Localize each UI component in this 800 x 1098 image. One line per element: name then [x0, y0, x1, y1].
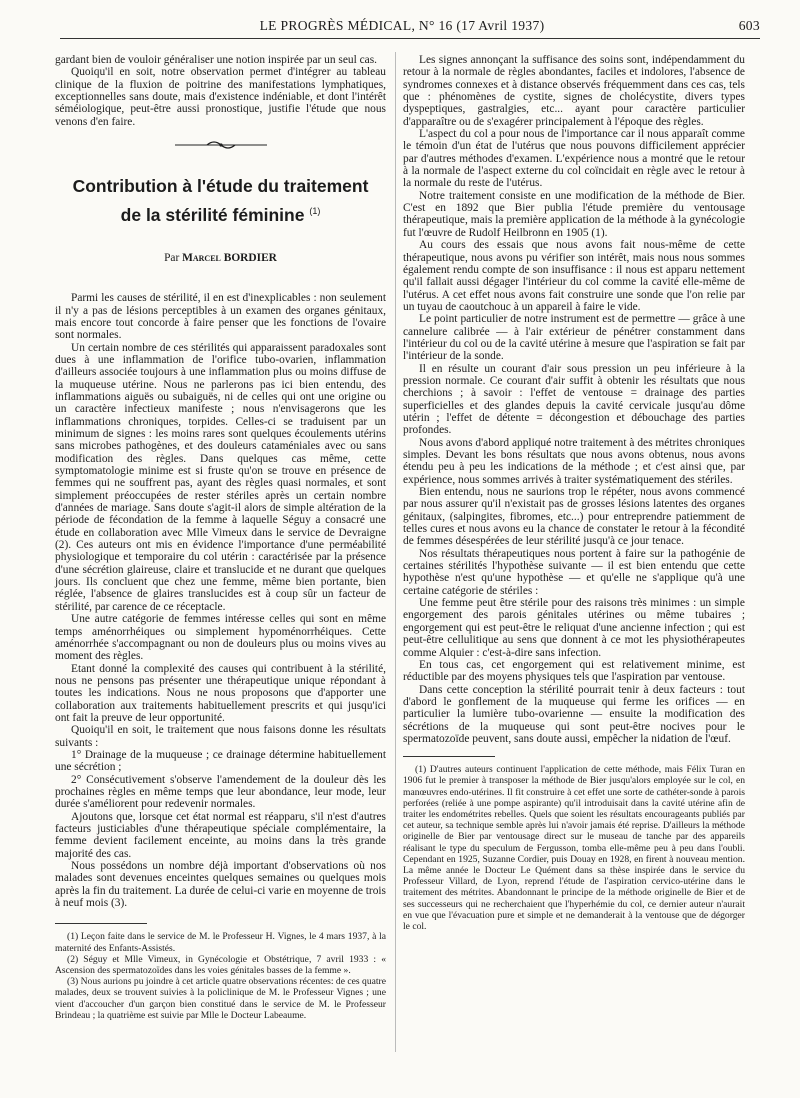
paragraph: Une autre catégorie de femmes intéresse celles qui sont en même temps aménorrhéiques ou simplement hypoménorrhéiques. Cette aménorrhée s'accompagnant ou non de douleurs plus ou moins vives au moment des règles. [55, 613, 386, 663]
footnote: (1) Leçon faite dans le service de M. le Professeur H. Vignes, le 4 mars 1937, à la maternité des Enfants-Assistés. [55, 931, 386, 954]
header-rule [60, 38, 760, 39]
footnote: (1) D'autres auteurs continuent l'application de cette méthode, mais Félix Turan en 1906 fut le premier à transposer la méthode de Bier jusqu'alors employée sur le col, en manœuvres endo-utérines. Il fit construire à cet effet une sorte de cathéter-sonde à parois perforées (reliée à une pompe aspirante) qu'il introduisait dans la cavité utérine afin de traiter les endométrites rebelles. Quels que soient les résultats encourageants publiés par cet auteur, sa technique semble après lui n'avoir jamais été reprise. D'ailleurs la méthode originelle de Bier par ventousage direct sur le museau de tanche par des appareils réalisant le type du speculum de Fergusson, tomba elle-même peu à peu dans l'oubli. Cependant en 1925, Suzanne Cordier, puis Douay en 1928, en firent à nouveau mention. La même année le Docteur Le Quément dans sa thèse inspirée dans le service du Professeur Villard, de Lyon, reprend l'étude de l'aspiration cervico-utérine dans le traitement des métrites. Abandonnant le principe de la méthode originelle de Bier et de ses successeurs qui ne recherchaient que l'hyperhémie du col, ce dernier auteur n'aurait en vue que l'évacuation pure et simple et ne demanderait à la ventouse que de dégorger le col. [403, 764, 745, 933]
paragraph: Le point particulier de notre instrument est de permettre — grâce à une cannelure calibrée — à l'air extérieur de pénétrer constamment dans l'intérieur du col ou de la cavité utérine à mesure que l'aspiration se fait par l'intérieur de la sonde. [403, 313, 745, 363]
paragraph: Les signes annonçant la suffisance des soins sont, indépendamment du retour à la normale de règles abondantes, faciles et indolores, l'absence de syndromes connexes et à distance observés fréquemment dans ces cas, tels que : phénomènes de cystite, signes de cholécystite, divers types dyspeptiques, gastralgies, etc... ayant pour caractère particulier d'apparaître ou de s'exagérer principalement à l'époque des règles. [403, 54, 745, 128]
paragraph: Un certain nombre de ces stérilités qui apparaissent paradoxales sont dues à une inflammation de l'orifice tubo-ovarien, inflammation d'ailleurs associée toujours à une inflammation plus ou moins diffuse de la muqueuse utérine. Nous ne parlerons pas ici bien entendu, des inflammations aiguës ou subaiguës, ni de celles qui ont une origine ou un caractère infectieux manifeste ; nous n'envisagerons que les inflammations chroniques, torpides. Celles-ci se traduisent par un minimum de signes : les moins rares sont quelques écoulements utérins sans microbes pathogènes, et des douleurs cataméniales avec ou sans modification des règles. Dans quelques cas même, cette symptomatologie minime est si fruste qu'on se trouve en présence de femmes qui ne souffrent pas, ayant des règles quasi normales, et sont simplement préoccupées de rester stériles après un certain nombre d'années de mariage. Sans doute s'agit-il alors de simple altération de la période de fécondation de la femme à laquelle Séguy a consacré une étude en collaboration avec Mlle Vimeux dans le service de Devraigne (2). Ces auteurs ont mis en évidence l'importance d'une perméabilité physiologique et temporaire du col utérin : caractérisée par la présence d'une sécrétion glaireuse, claire et translucide et ne durant que quelques jours. Ils concluent que chez une femme, même bien portante, bien réglée, l'absence de glaires translucides est à coup sûr un facteur de stérilité, par carence de ce réceptacle. [55, 341, 386, 613]
paragraph: Nous possédons un nombre déjà important d'observations où nos malades sont devenues enceintes quelques semaines ou quelques mois après la fin du traitement. La durée de celui-ci varie en moyenne de trois à neuf mois (3). [55, 860, 386, 910]
paragraph: Notre traitement consiste en une modification de la méthode de Bier. C'est en 1892 que Bier publia l'étude première du ventousage thérapeutique, mais la première application de la méthode à la gynécologie fut l'œuvre de Rudolf Heilbronn en 1905 (1). [403, 189, 745, 239]
right-column [403, 54, 745, 1084]
page-number: 603 [738, 18, 760, 33]
paragraph: Au cours des essais que nous avons fait nous-même de cette thérapeutique, nous avons pu vérifier son intérêt, mais nous nous sommes également rendu compte de son insuffisance : il nous est apparu nettement qu'il fallait aussi dégager l'intérieur du col comme la cavité elle-même de l'utérus. A cet effet nous avons fait construire une sonde que l'on relie par un tuyau de caoutchouc à un appareil à faire le vide. [403, 239, 745, 313]
article-title-text: de la stérilité féminine [120, 204, 305, 225]
footnote: (3) Nous aurions pu joindre à cet article quatre observations récentes: de ces quatre malades, deux se trouvent suivies à la policlinique de M. le Professeur Vignes ; une vient d'accoucher d'un garçon bien constitué dans le service de M. le Professeur Brindeau ; la quatrième est suivie par Mlle le Docteur Labeaume. [55, 976, 386, 1021]
paragraph: En tous cas, cet engorgement qui est relativement minime, est réductible par des moyens physiques tels que l'aspiration par ventouse. [403, 658, 745, 684]
paragraph: gardant bien de vouloir généraliser une notion inspirée par un seul cas. [55, 54, 377, 66]
article-title-line-2 [55, 199, 386, 228]
footnote-rule [55, 923, 147, 924]
paragraph: L'aspect du col a pour nous de l'importance car il nous apparaît comme le témoin d'un état de l'utérus que nous pouvons difficilement apprécier par d'autres méthodes d'examen. L'expérience nous a montré que le retour à la normale de l'aspect externe du col coïncidait en règle avec le retour à la normale du reste de l'utérus. [403, 128, 745, 190]
paragraph: Il en résulte un courant d'air sous pression un peu inférieure à la pression normale. Ce courant d'air suffit à obtenir les résultats que nous cherchions ; à savoir : l'effet de ventouse = drainage des parties superficielles et des glandes depuis la cavité cervicale jusqu'au dôme utérin ; l'effet de détente = décongestion et débouchage des parties profondes. [403, 362, 745, 437]
footnote: (2) Séguy et Mlle Vimeux, in Gynécologie et Obstétrique, 7 avril 1933 : « Ascension des spermatozoïdes dans les voies génitales basses de la femme ». [55, 953, 386, 977]
paragraph: Etant donné la complexité des causes qui contribuent à la stérilité, nous ne pensons pas présenter une thérapeutique unique répondant à toutes les indications. Nous ne nous proposons que d'apporter une collaboration aux traitements habituellement prescrits et qui jusqu'ici ont fait la preuve de leur opportunité. [55, 662, 386, 724]
paragraph: Quoiqu'il en soit, notre observation permet d'intégrer au tableau clinique de la fluxion de poitrine des manifestations lymphatiques, exceptionnelles sans doute, mais d'existence indéniable, et dont l'intérêt séméiologique, peut-être aussi pronostique, justifie l'étude que nous venons d'en faire. [55, 66, 386, 128]
journal-title: LE PROGRÈS MÉDICAL, N° 16 (17 Avril 1937) [259, 18, 545, 33]
article-title [55, 174, 386, 228]
paragraph: Une femme peut être stérile pour des raisons très minimes : un simple engorgement des parois génitales utérines ou même tubaires ; engorgement qui est peut-être le reliquat d'une ancienne infection ; qui est peut-être cellulitique au sens que donnent à ce mot les physiothérapeutes comme Alquier : c'est-à-dire sans infection. [403, 597, 745, 659]
section-ornament [55, 138, 386, 152]
paragraph: Ajoutons que, lorsque cet état normal est réapparu, s'il n'est d'autres facteurs justiciables d'une thérapeutique spéciale complémentaire, la femme devient facilement enceinte, au moins dans la très grande majorité des cas. [55, 810, 386, 860]
left-column [55, 54, 386, 1084]
paragraph: 2° Consécutivement s'observe l'amendement de la douleur dès les prochaines règles en même temps que leur abondance, leur mode, leur durée s'améliorent pour redevenir normales. [55, 773, 386, 811]
paragraph: Dans cette conception la stérilité pourrait tenir à deux facteurs : tout d'abord le gonflement de la muqueuse qui ferme les orifices — en particulier la lumière tubo-ovarienne — ensuite la modification des sécrétions de la muqueuse qui sont peut-être nocives pour le spermatozoïde peuvent, sans doute aussi, empêcher la nidation de l'œuf. [403, 683, 745, 745]
footnote-rule [403, 756, 495, 757]
footnotes [403, 764, 745, 932]
paragraph: Quoiqu'il en soit, le traitement que nous faisons donne les résultats suivants : [55, 724, 386, 749]
paragraph: Bien entendu, nous ne saurions trop le répéter, nous avons commencé par nous assurer qu'il n'existait pas de grosses lésions latentes des organes génitaux, (salpingites, fibromes, etc...) pour entreprendre patiemment de telles cures et nous avons eu la chance de constater le retour à la fécondité de femmes désespérées de leur stérilité jusqu'à ce jour tenace. [403, 486, 745, 548]
column-divider [395, 52, 396, 1052]
footnotes [55, 931, 386, 1021]
ornament-divider-icon [171, 138, 271, 152]
paragraph: Nous avons d'abord appliqué notre traitement à des métrites chroniques simples. Devant les bons résultats que nous avons obtenus, nous avons étendu peu à peu les indications de la méthode ; et c'est ainsi que, par expérience, nous sommes arrivés à traiter systématiquement des stériles. [403, 436, 745, 486]
footnote-marker: (1) [309, 206, 321, 217]
byline [55, 252, 386, 264]
paragraph: Nos résultats thérapeutiques nous portent à faire sur la pathogénie de certaines stérilités l'hypothèse suivante — il est bien entendu que cette hypothèse n'est qu'une hypothèse — et qu'elle ne s'applique qu'à une certaine catégorie de stériles : [403, 547, 745, 597]
article-title-line: Contribution à l'étude du traitement [72, 176, 369, 197]
paragraph: Parmi les causes de stérilité, il en est d'inexplicables : non seulement il n'y a pas de lésions perceptibles à un examen des organes génitaux, mais encore tout concorde à faire penser que les fonctions de l'ovaire sont normales. [55, 292, 386, 342]
byline-prefix: Par [164, 251, 180, 264]
author-name: Marcel BORDIER [182, 251, 277, 264]
paragraph: 1° Drainage de la muqueuse ; ce drainage détermine habituellement une sécrétion ; [55, 748, 386, 774]
running-header [44, 14, 760, 38]
